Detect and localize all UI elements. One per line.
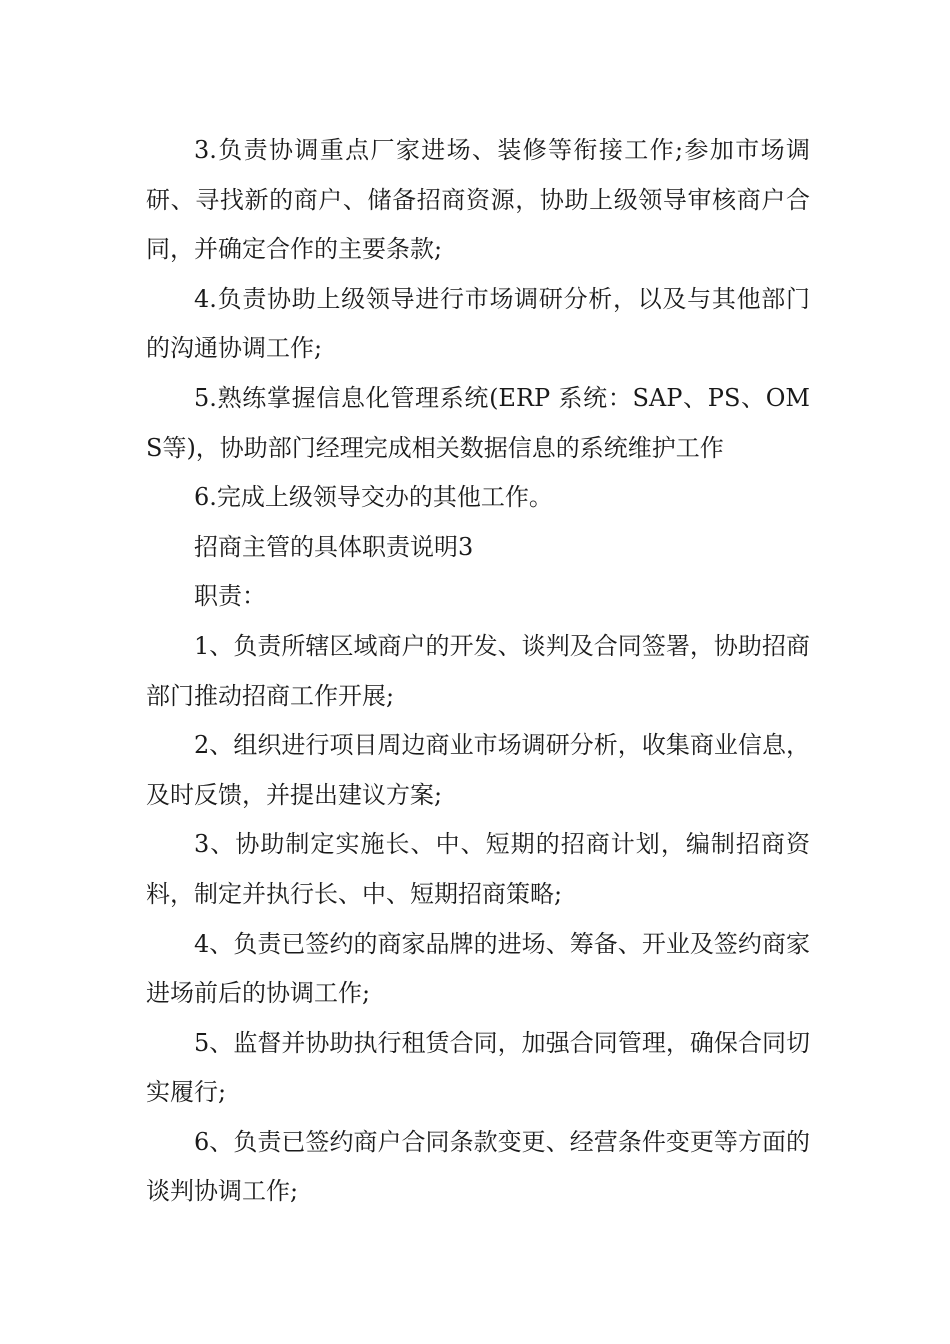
paragraph-item-4: 4、负责已签约的商家品牌的进场、筹备、开业及签约商家进场前后的协调工作; xyxy=(146,929,810,1008)
paragraph-item-6: 6、负责已签约商户合同条款变更、经营条件变更等方面的谈判协调工作; xyxy=(146,1127,810,1206)
paragraph-duty-5: 5.熟练掌握信息化管理系统(ERP 系统：SAP、PS、OMS等)，协助部门经理完成相关数据信息的系统维护工作 xyxy=(146,383,810,462)
paragraph-item-3: 3、协助制定实施长、中、短期的招商计划，编制招商资料，制定并执行长、中、短期招商策略; xyxy=(146,830,810,908)
paragraph-duty-3: 3.负责协调重点厂家进场、装修等衔接工作;参加市场调研、寻找新的商户、储备招商资源，协助上级领导审核商户合同，并确定合作的主要条款; xyxy=(146,136,810,264)
section-heading: 招商主管的具体职责说明3 xyxy=(194,532,474,561)
document-body xyxy=(146,126,810,1217)
paragraph-item-1: 1、负责所辖区域商户的开发、谈判及合同签署，协助招商部门推动招商工作开展; xyxy=(146,631,810,710)
paragraph-duty-6: 6.完成上级领导交办的其他工作。 xyxy=(194,483,553,512)
paragraph-item-2: 2、组织进行项目周边商业市场调研分析，收集商业信息，及时反馈，并提出建议方案; xyxy=(146,731,810,809)
paragraph-item-5: 5、监督并协助执行租赁合同，加强合同管理，确保合同切实履行; xyxy=(146,1028,810,1107)
duties-label: 职责： xyxy=(194,582,266,611)
paragraph-duty-4: 4.负责协助上级领导进行市场调研分析，以及与其他部门的沟通协调工作; xyxy=(146,284,810,363)
